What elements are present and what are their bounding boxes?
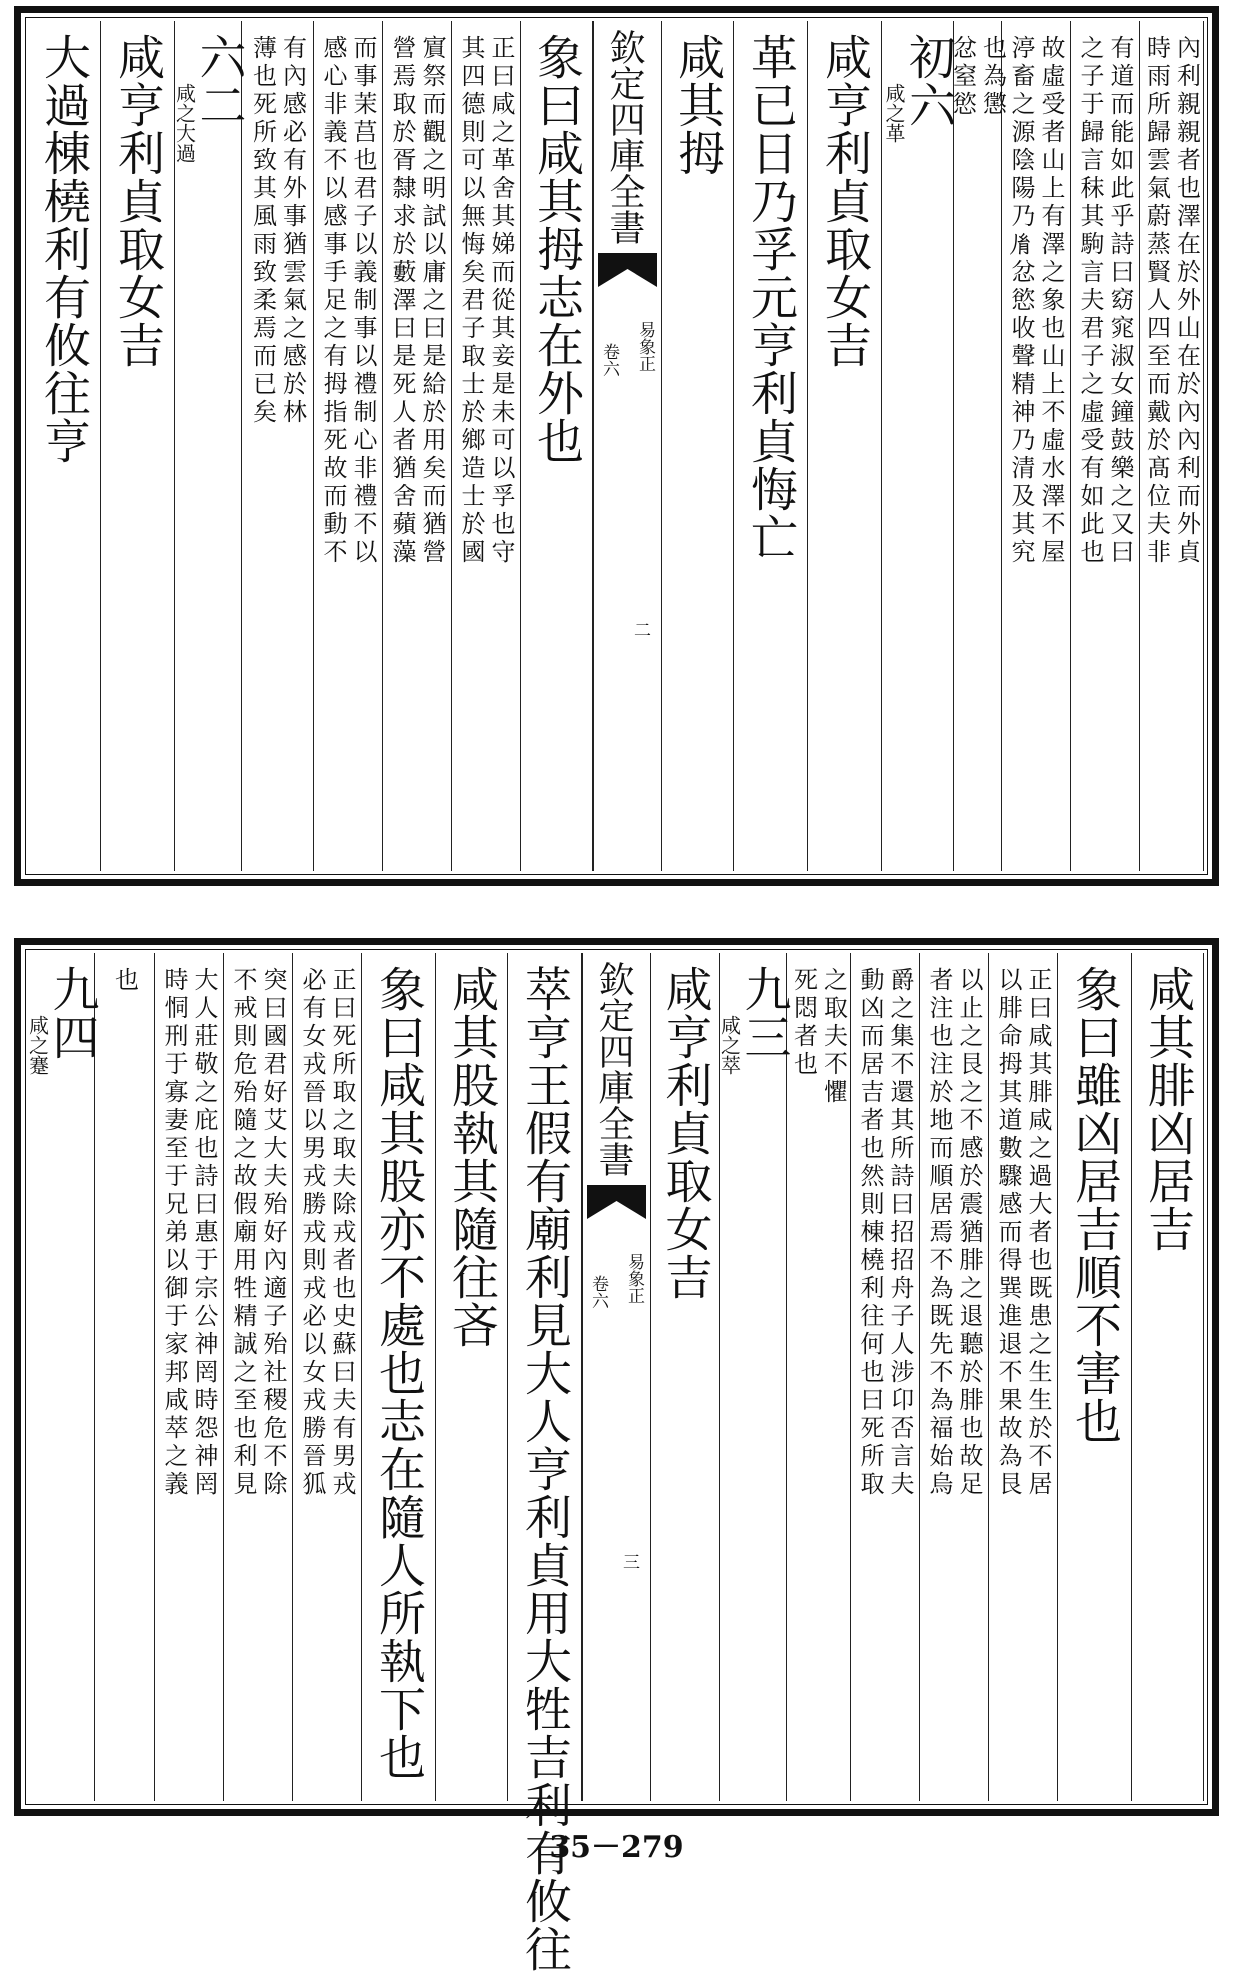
commentary-line-b: 者注也注於地而順居焉不為既先不為福始烏 [925,967,953,1499]
heading-text: 九三 [736,965,792,1061]
commentary-wrap [452,21,520,871]
spine-page-number: 二 [630,621,650,638]
commentary-wrap [948,21,1007,871]
commentary-line-b: 以腓命拇其道數驟感而得巽進退不果故為艮 [994,967,1022,1499]
commentary-line-a: 有內感必有外事猶雲氣之感於林 [278,35,307,427]
heading-text: 初六 [901,33,956,129]
text-column-commentary [242,21,314,871]
heading-text: 大過棟橈利有攸往亨 [36,33,91,465]
hexagram-note: 咸之蹇 [25,1015,50,1075]
spine-title: 欽定四庫全書 [604,29,645,245]
text-column-large [734,21,808,871]
commentary-line-a: 賔祭而觀之明試以庸之曰是給於用矣而猶營 [418,35,446,567]
column-wrap [1058,953,1131,1801]
heading-text: 咸亨利貞取女吉 [110,33,165,369]
text-column-commentary [920,953,989,1801]
heading-text: 萃亨王假有廟利見大人亨利貞用大牲吉利有攸往 [517,965,572,1973]
commentary-wrap [95,953,154,1801]
text-column-large [808,21,882,871]
commentary-line-a: 故虛受者山上有澤之象也山上不虛水澤不屋 [1037,35,1065,567]
text-column-commentary [224,953,293,1801]
column-wrap [734,21,807,871]
column-wrap [651,953,719,1801]
commentary-wrap [787,953,850,1801]
column-wrap [808,21,881,871]
commentary-wrap [851,953,919,1801]
column-wrap [25,953,100,1801]
text-column-commentary [1140,21,1204,871]
fishtail-mark-icon [587,1185,646,1219]
text-column-commentary [989,953,1058,1801]
heading-text: 咸其拇 [670,33,725,177]
commentary-line-a: 正曰咸其腓咸之過大者也既患之生生於不居 [1024,967,1052,1499]
heading-text: 象曰咸其股亦不處也志在隨人所執下也 [371,965,426,1781]
commentary-line-a: 內利親親者也澤在於外山在於內內利而外貞 [1172,35,1201,567]
hexagram-note: 咸之萃 [717,1015,742,1075]
text-column-large [362,953,436,1801]
top-folio-frame [14,6,1219,886]
spine-column [582,953,651,1801]
commentary-wrap [383,21,451,871]
commentary-line-a: 也 [110,967,139,995]
spine-book: 易象正 [635,321,655,372]
commentary-line-b: 死悶者也 [789,967,818,1079]
commentary-wrap [1002,21,1070,871]
commentary-line-a: 以止之艮之不感於震猶腓之退聽於腓也故足 [955,967,983,1499]
text-column-commentary [948,21,1007,871]
text-column-large [1058,953,1132,1801]
commentary-wrap [1071,21,1139,871]
commentary-line-a: 突曰國君好艾大夫殆好內適子殆社稷危不除 [259,967,287,1499]
commentary-line-b: 感心非義不以感事手足之有拇指死故而動不 [319,35,347,567]
text-column-commentary [314,21,383,871]
text-column-large [25,953,100,1801]
spine-volume: 卷六 [588,1275,608,1309]
commentary-line-a: 正曰咸之革舍其娣而從其妾是未可以孚也守 [487,35,515,567]
column-wrap [508,953,581,1973]
commentary-wrap [293,953,361,1801]
text-column-commentary [95,953,155,1801]
heading-text: 咸亨利貞取女吉 [817,33,872,369]
spine-volume: 卷六 [599,343,619,377]
commentary-line-a: 大人莊敬之庇也詩曰惠于宗公神罔時怨神罔 [190,967,218,1499]
text-column-large [521,21,593,871]
column-wrap [101,21,174,871]
commentary-wrap [314,21,382,871]
spine-page-number: 三 [619,1553,639,1570]
commentary-line-b: 其四德則可以無悔矣君子取士於鄉造士於國 [457,35,485,567]
commentary-line-b: 渟畜之源陰陽乃𦙍忿慾收聲精神乃清及其究 [1007,35,1035,567]
commentary-wrap [989,953,1057,1801]
text-column-large [436,953,508,1801]
fishtail-mark-icon [598,253,657,287]
heading-text: 象曰咸其拇志在外也 [529,33,584,465]
commentary-wrap [224,953,292,1801]
column-wrap [882,21,956,871]
commentary-line-b: 時恫刑于寡妻至于兄弟以御于家邦咸萃之義 [160,967,188,1499]
spine-title: 欽定四庫全書 [593,961,634,1177]
column-wrap [27,21,100,871]
commentary-wrap [155,953,223,1801]
text-column-large [1132,953,1204,1801]
column-wrap [662,21,733,871]
heading-text: 咸亨利貞取女吉 [657,965,713,1301]
commentary-wrap [1140,21,1203,871]
commentary-line-a: 有道而能如此乎詩曰窈窕淑女鐘鼓樂之又曰 [1106,35,1134,567]
column-wrap [1132,953,1203,1801]
commentary-line-a: 而事茉莒也君子以義制事以禮制心非禮不以 [349,35,377,567]
text-column-large [101,21,175,871]
spine-book: 易象正 [624,1253,644,1304]
text-column-commentary [787,953,851,1801]
column-wrap [362,953,435,1801]
commentary-line-b: 忿窒慾 [948,35,977,119]
text-column-commentary [452,21,521,871]
commentary-line-a: 爵之集不還其所詩曰招招舟子人涉卬否言夫 [886,967,914,1499]
text-column-large [651,953,720,1801]
heading-text: 六二 [191,33,247,129]
commentary-line-b: 之子于歸言秣其駒言夫君子之虛受有如此也 [1076,35,1104,567]
hexagram-note: 咸之革 [882,83,906,143]
heading-text: 九四 [44,965,100,1061]
text-column-commentary [383,21,452,871]
heading-text: 咸其股執其隨往吝 [444,965,499,1349]
commentary-line-b: 營焉取於胥隸求於藪澤曰是死人者猶舍蘋藻 [388,35,416,567]
text-column-large [27,21,101,871]
commentary-line-b: 時雨所歸雲氣蔚蒸賢人四至而戴於髙位夫非 [1142,35,1171,567]
page-number: 35－279 [549,1830,684,1865]
text-column-large [508,953,582,1973]
commentary-line-b: 不戒則危殆隨之故假廟用牲精誠之至也利見 [229,967,257,1499]
heading-text: 象曰雖凶居吉順不害也 [1067,965,1122,1445]
commentary-wrap [920,953,988,1801]
commentary-line-b: 必有女戎晉以男戎勝戎則戎必以女戎勝晉狐 [298,967,326,1499]
spine-column [593,21,662,871]
column-wrap [521,21,592,871]
commentary-line-a: 之取夫不懼 [819,967,848,1107]
hexagram-note: 咸之大過 [172,83,197,163]
commentary-line-a: 也為懲 [978,35,1007,119]
commentary-line-b: 薄也死所致其風雨致柔焉而已矣 [248,35,277,427]
column-wrap [717,953,792,1801]
column-wrap [436,953,507,1801]
column-wrap [172,21,247,871]
commentary-line-b: 動凶而居吉者也然則棟橈利往何也曰死所取 [856,967,884,1499]
text-column-commentary [155,953,224,1801]
commentary-wrap [242,21,313,871]
text-column-large [662,21,734,871]
text-column-large [172,21,247,871]
heading-text: 革已日乃孚元亨利貞悔亡 [743,33,798,561]
commentary-line-a: 正曰死所取之取夫除戎者也史蘇曰夫有男戎 [328,967,356,1499]
text-column-commentary [1002,21,1071,871]
text-column-commentary [851,953,920,1801]
heading-text: 咸其腓凶居吉 [1140,965,1195,1253]
text-column-large [882,21,954,871]
text-column-large [717,953,792,1801]
text-column-commentary [293,953,362,1801]
text-column-commentary [1071,21,1140,871]
